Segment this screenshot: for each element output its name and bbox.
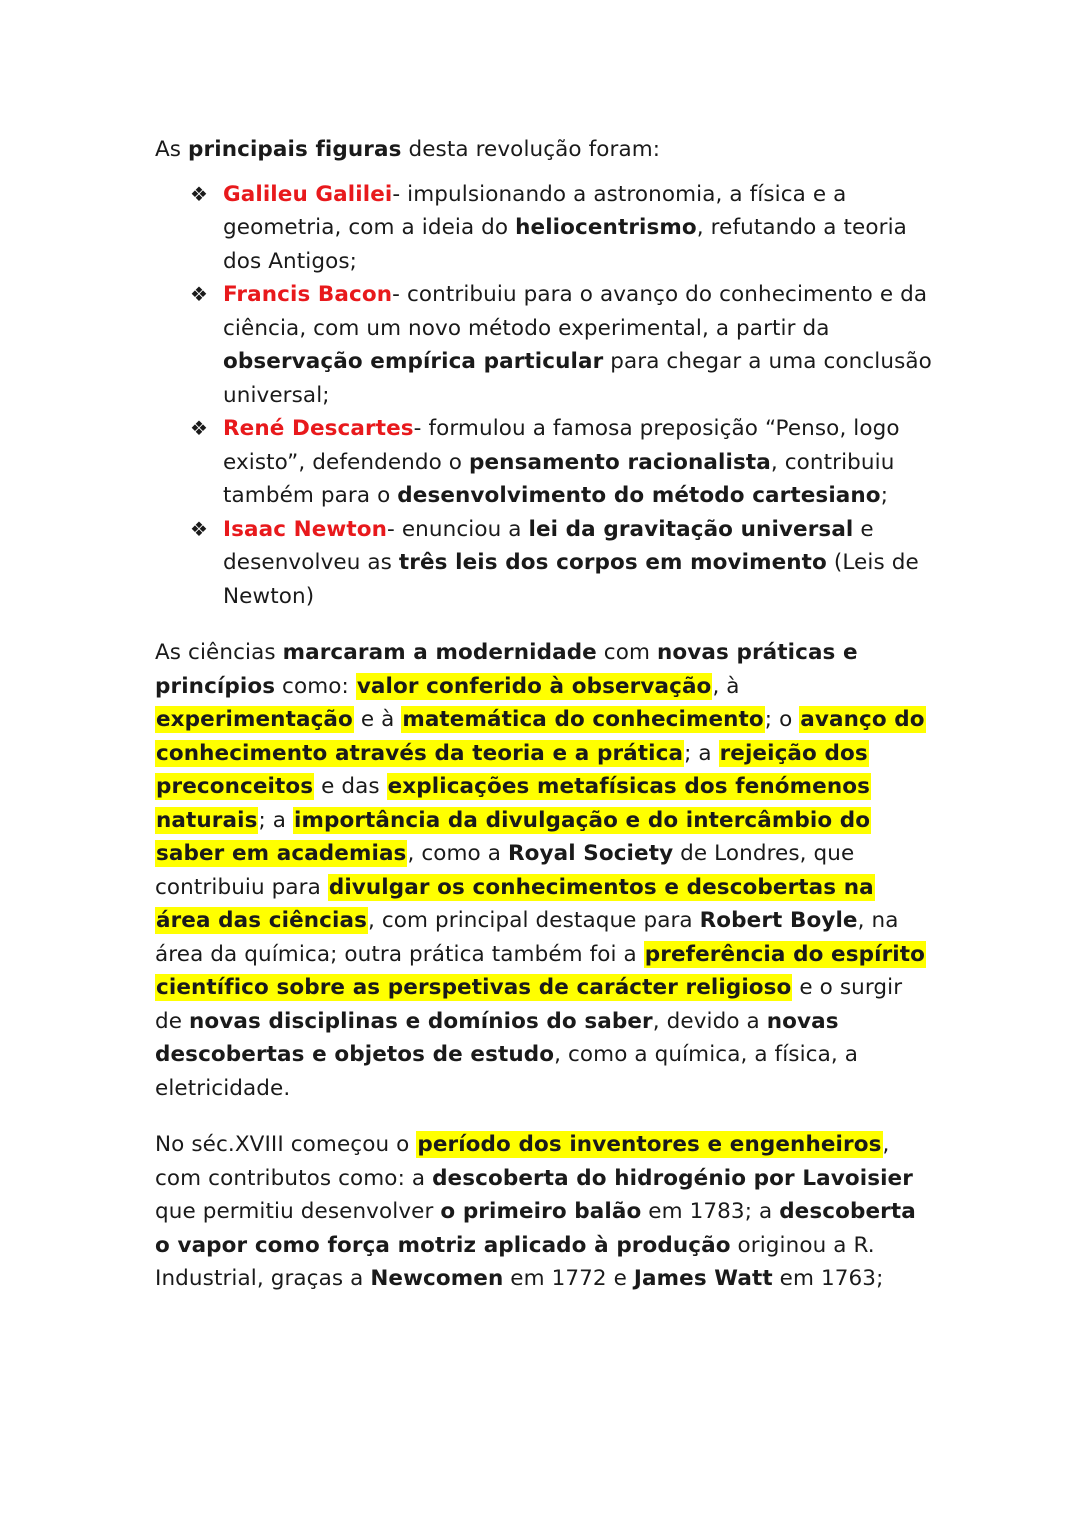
text-run: principais figuras (188, 137, 402, 162)
text-run: pensamento racionalista (469, 449, 771, 475)
text-run: descoberta o vapor como força motriz aplicado à produção (155, 1199, 916, 1258)
text-run: três leis dos corpos em movimento (398, 550, 827, 575)
intro-paragraph (155, 133, 932, 167)
text-run: desta revolução foram: (401, 137, 661, 162)
text-run: Royal Society (507, 841, 674, 866)
text-run: Galileu Galilei (223, 181, 393, 207)
text-run: Isaac Newton (223, 516, 388, 542)
bullet-text (223, 178, 932, 279)
text-run: que permitiu desenvolver (155, 1199, 441, 1224)
text-run: , com principal destaque para (368, 908, 700, 933)
diamond-bullet-icon: ❖ (190, 181, 209, 206)
text-run: Newcomen (370, 1266, 504, 1291)
text-run: Robert Boyle (699, 908, 858, 933)
text-run: marcaram a modernidade (282, 640, 597, 665)
text-run: e desenvolveu as (223, 516, 874, 575)
list-item (190, 513, 932, 614)
diamond-bullet-icon: ❖ (190, 416, 209, 440)
diamond-bullet-icon: ❖ (190, 282, 209, 306)
text-run: importância da divulgação e do intercâmbio do saber em academias (156, 807, 871, 866)
sciences-paragraph (155, 636, 932, 1105)
text-run: e das (314, 774, 387, 799)
text-run: ; a (684, 740, 719, 766)
text-run: e o surgir de (155, 975, 903, 1034)
text-run: e à (353, 707, 402, 732)
text-run: , refutando a teoria dos Antigos; (223, 215, 907, 274)
text-run: - formulou a famosa preposição “Penso, logo existo”, defendendo o (223, 416, 900, 475)
text-run: em 1772 e (503, 1266, 634, 1291)
text-run: em 1783; a (641, 1199, 780, 1224)
text-run: (Leis de Newton) (223, 550, 919, 609)
text-run: como: (275, 673, 356, 699)
text-run: avanço do conhecimento através da teoria e a prática (156, 707, 925, 766)
text-run: descoberta do hidrogénio por Lavoisier (432, 1165, 913, 1191)
inventors-paragraph (155, 1128, 932, 1296)
text-run: período dos inventores e engenheiros (417, 1132, 882, 1157)
text-run: - enunciou a (387, 516, 529, 542)
text-run: ; (880, 483, 889, 508)
text-run: em 1763; (772, 1266, 884, 1291)
list-item (190, 178, 932, 279)
text-run: observação empírica particular (223, 349, 604, 374)
text-run: , como a (407, 841, 508, 866)
text-run: o primeiro balão (440, 1199, 642, 1224)
text-run: , à (712, 673, 740, 699)
text-run: René Descartes (223, 416, 414, 441)
text-run: , contribuiu também para o (223, 449, 895, 508)
text-run: - contribuiu para o avanço do conhecimento e da ciência, com um novo método experimental, a partir da (223, 282, 928, 341)
list-item (190, 412, 932, 513)
list-item (190, 278, 932, 412)
text-run: ; o (764, 707, 800, 732)
diamond-bullet-icon: ❖ (190, 516, 209, 541)
text-run: desenvolvimento do método cartesiano (397, 483, 881, 508)
text-run: experimentação (156, 707, 353, 732)
text-run: originou a R. Industrial, graças a (155, 1232, 875, 1291)
text-run: No séc.XVIII começou o (155, 1132, 417, 1157)
text-run: preferência do espírito científico sobre as perspetivas de carácter religioso (156, 941, 925, 1000)
text-run: novas práticas e princípios (155, 640, 858, 699)
text-run: matemática do conhecimento (402, 707, 764, 732)
text-run: de Londres, que contribuiu para (155, 841, 855, 900)
text-run: lei da gravitação universal (528, 516, 854, 542)
text-run: novas descobertas e objetos de estudo (155, 1008, 839, 1067)
text-run: ; a (258, 807, 293, 833)
text-run: Francis Bacon (223, 282, 393, 307)
text-run: , como a química, a física, a eletricidade. (155, 1042, 859, 1101)
bullet-text (223, 278, 932, 412)
figures-bullet-list (190, 178, 932, 614)
text-run: valor conferido à observação (356, 673, 712, 699)
text-run: , devido a (652, 1008, 767, 1034)
text-run: divulgar os conhecimentos e descobertas na área das ciências (156, 874, 874, 933)
text-run: heliocentrismo (515, 215, 697, 240)
text-run: , na área da química; outra prática também foi a (155, 908, 899, 967)
text-run: com (596, 640, 657, 665)
text-run: - impulsionando a astronomia, a física e a geometria, com a ideia do (223, 181, 847, 240)
text-run: novas disciplinas e domínios do saber (189, 1008, 653, 1034)
text-run: As (155, 137, 189, 162)
text-run: , com contributos como: a (155, 1132, 890, 1191)
bullet-text (223, 513, 932, 614)
bullet-text (223, 412, 932, 513)
text-run: para chegar a uma conclusão universal; (223, 349, 932, 408)
text-run: James Watt (633, 1266, 773, 1291)
text-run: rejeição dos preconceitos (156, 740, 868, 799)
text-run: As ciências (155, 640, 283, 665)
text-run: explicações metafísicas dos fenómenos naturais (156, 774, 871, 833)
